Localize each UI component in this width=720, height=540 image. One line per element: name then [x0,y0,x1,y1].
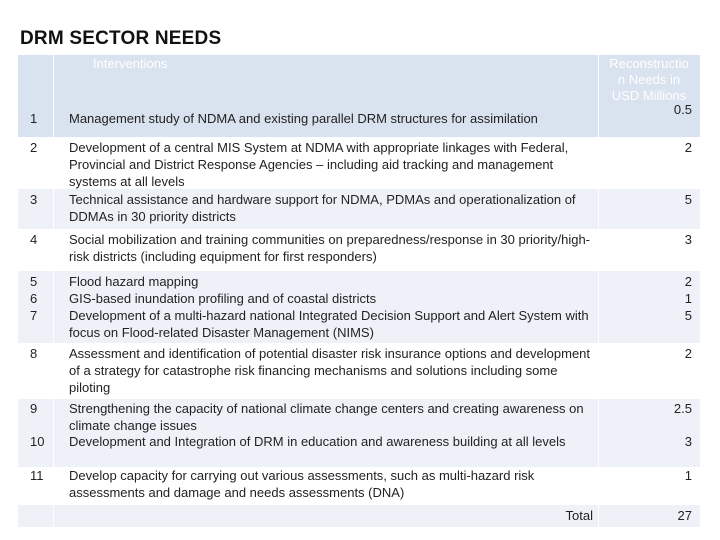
row-number: 9 [30,401,38,416]
row-description: Develop capacity for carrying out various assessments, such as multi-hazard risk assessments and damage and needs assessments (DNA) [69,468,535,500]
row-description: Management study of NDMA and existing parallel DRM structures for assimilation [69,111,538,126]
row-number: 5 [30,274,38,289]
row-description: Development of a multi-hazard national Integrated Decision Support and Alert System with focus on Flood-related Disaster Management (NIMS) [69,308,589,340]
row-value: 2 [684,274,692,289]
row-number: 3 [30,192,38,207]
column-divider [53,55,54,527]
header-needs-line2: n Needs in [617,72,681,87]
row-number: 7 [30,308,38,323]
row-description-group [53,273,598,345]
row-value: 3 [684,232,692,247]
row-value: 3 [684,434,692,449]
total-label: Total [565,508,593,523]
row-number-group [18,273,53,345]
row-value-group [598,273,700,345]
row-description: Technical assistance and hardware support for NDMA, PDMAs and operationalization of DDMAs in 30 priority districts [69,192,576,224]
row-description: Assessment and identification of potential disaster risk insurance options and development of a strategy for catastrophe risk financing mechanisms and solutions including some piloting [69,346,591,395]
header-needs-line1: Reconstructio [609,56,689,71]
row-value: 5 [684,192,692,207]
row-number: 11 [30,468,44,483]
row-description: Social mobilization and training communities on preparedness/response in 30 priority/high-risk districts (including equipment for first responders) [69,232,591,264]
row-description: Flood hazard mapping [69,274,199,289]
header-interventions-label: Interventions [93,56,168,71]
total-value: 27 [677,508,692,523]
row-value: 2 [684,140,692,155]
row-description: Development of a central MIS System at NDMA with appropriate linkages with Federal, Provincial and District Response Agencies – including aid tracking and management systems at all levels [69,140,569,189]
row-number: 6 [30,291,38,306]
row-number: 4 [30,232,38,247]
row-value: 0.5 [673,102,692,117]
row-description: Development and Integration of DRM in education and awareness building at all levels [69,434,566,449]
column-divider [598,55,599,527]
header-interventions [53,55,598,108]
row-number: 2 [30,140,38,155]
row-number: 1 [30,111,38,126]
row-value: 2 [684,346,692,361]
row-description: GIS-based inundation profiling and of coastal districts [69,291,377,306]
row-description: Strengthening the capacity of national climate change centers and creating awareness on climate change issues [69,401,584,433]
header-needs-line3: USD Millions [611,88,687,103]
row-number: 8 [30,346,38,361]
row-value: 2.5 [673,401,692,416]
row-value: 1 [684,291,692,306]
row-value: 1 [684,468,692,483]
row-value: 5 [684,308,692,323]
page-title: DRM SECTOR NEEDS [20,28,222,49]
row-number: 10 [30,434,45,449]
